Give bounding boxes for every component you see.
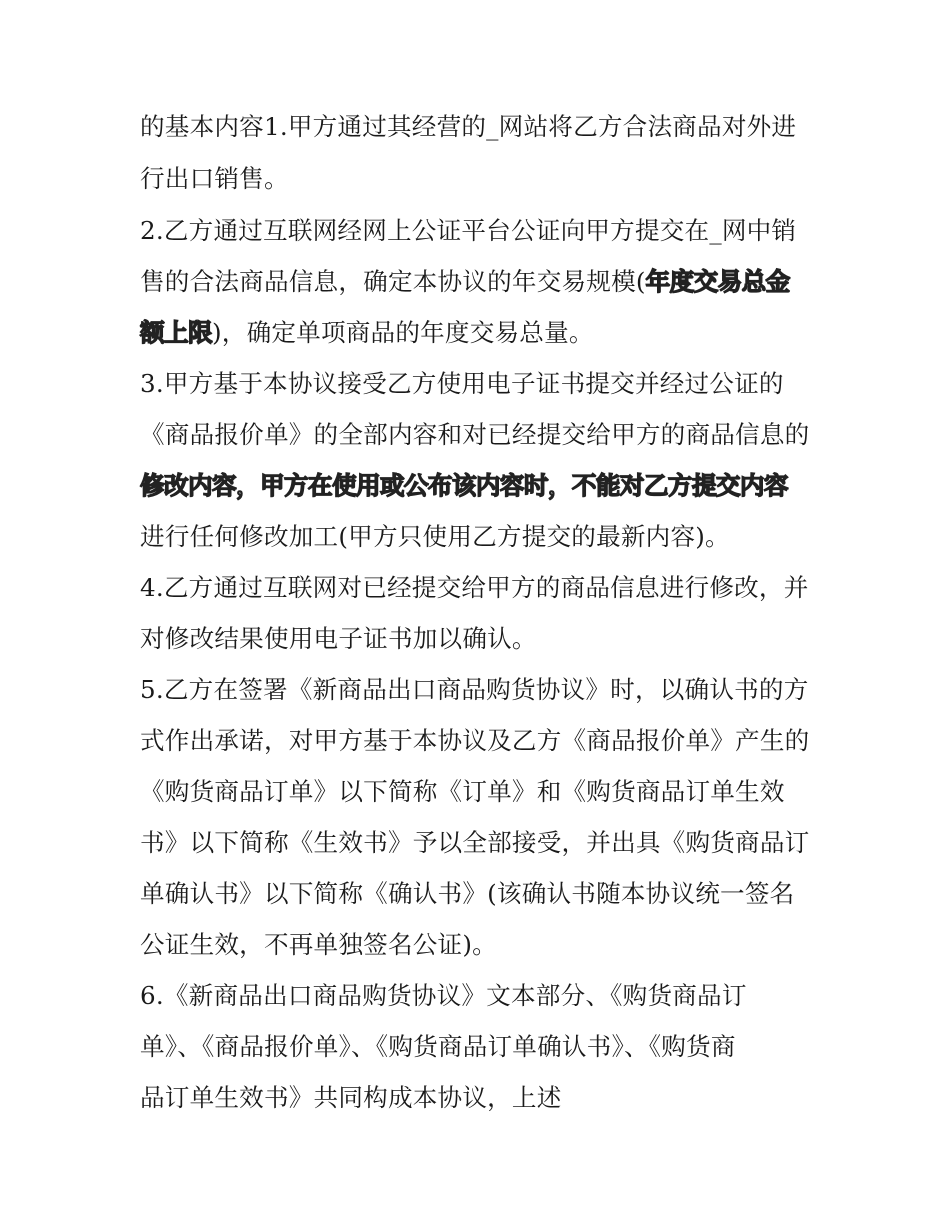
text-run: 单确认书》以下简称《确认书》(该确认书随本协议统一签名 [140, 879, 795, 908]
text-run: 单》、《商品报价单》、《购货商品订单确认书》、《购货商 [140, 1032, 736, 1061]
text-line [140, 919, 830, 970]
text-run: 《商品报价单》的全部内容和对已经提交给甲方的商品信息的 [140, 420, 810, 449]
text-line [140, 970, 830, 1021]
text-line [140, 817, 830, 868]
text-line [140, 511, 830, 562]
text-run: 《购货商品订单》以下简称《订单》和《购货商品订单生效 [140, 777, 785, 806]
text-line [140, 664, 830, 715]
outlined-text-run: 年度交易总金 [645, 267, 790, 296]
text-run: 品订单生效书》共同构成本协议，上述 [140, 1083, 562, 1112]
text-run: 进行任何修改加工(甲方只使用乙方提交的最新内容)。 [140, 522, 730, 551]
text-line [140, 409, 830, 460]
text-run: 式作出承诺，对甲方基于本协议及乙方《商品报价单》产生的 [140, 726, 810, 755]
text-line [140, 358, 830, 409]
outlined-text-run: 额上限 [140, 318, 212, 347]
text-line [140, 153, 830, 204]
text-run: 对修改结果使用电子证书加以确认。 [140, 624, 537, 653]
text-line [140, 1072, 830, 1123]
text-line [140, 1021, 830, 1072]
text-run: 4.乙方通过互联网对已经提交给甲方的商品信息进行修改，并 [140, 573, 809, 602]
text-run: 的基本内容1.甲方通过其经营的_网站将乙方合法商品对外进 [140, 112, 797, 141]
text-run: 行出口销售。 [140, 164, 289, 193]
text-line [140, 868, 830, 919]
text-line [140, 256, 830, 307]
text-run: 2.乙方通过互联网经网上公证平台公证向甲方提交在_网中销 [140, 216, 797, 245]
text-run: )，确定单项商品的年度交易总量。 [211, 318, 594, 347]
text-line [140, 460, 830, 511]
text-line [140, 613, 830, 664]
text-line [140, 562, 830, 613]
text-line [140, 715, 830, 766]
text-run: 公证生效，不再单独签名公证)。 [140, 930, 497, 959]
text-run: 5.乙方在签署《新商品出口商品购货协议》时，以确认书的方 [140, 675, 809, 704]
text-run: 售的合法商品信息，确定本协议的年交易规模( [140, 267, 646, 296]
outlined-text-run: 修改内容，甲方在使用或公布该内容时，不能对乙方提交内容 [140, 471, 788, 500]
text-line [140, 307, 830, 358]
text-line [140, 101, 830, 152]
text-run: 6.《新商品出口商品购货协议》文本部分、《购货商品订 [140, 981, 747, 1010]
text-line [140, 205, 830, 256]
text-line [140, 766, 830, 817]
text-run: 3.甲方基于本协议接受乙方使用电子证书提交并经过公证的 [140, 369, 784, 398]
text-run: 书》以下简称《生效书》予以全部接受，并出具《购货商品订 [140, 828, 810, 857]
